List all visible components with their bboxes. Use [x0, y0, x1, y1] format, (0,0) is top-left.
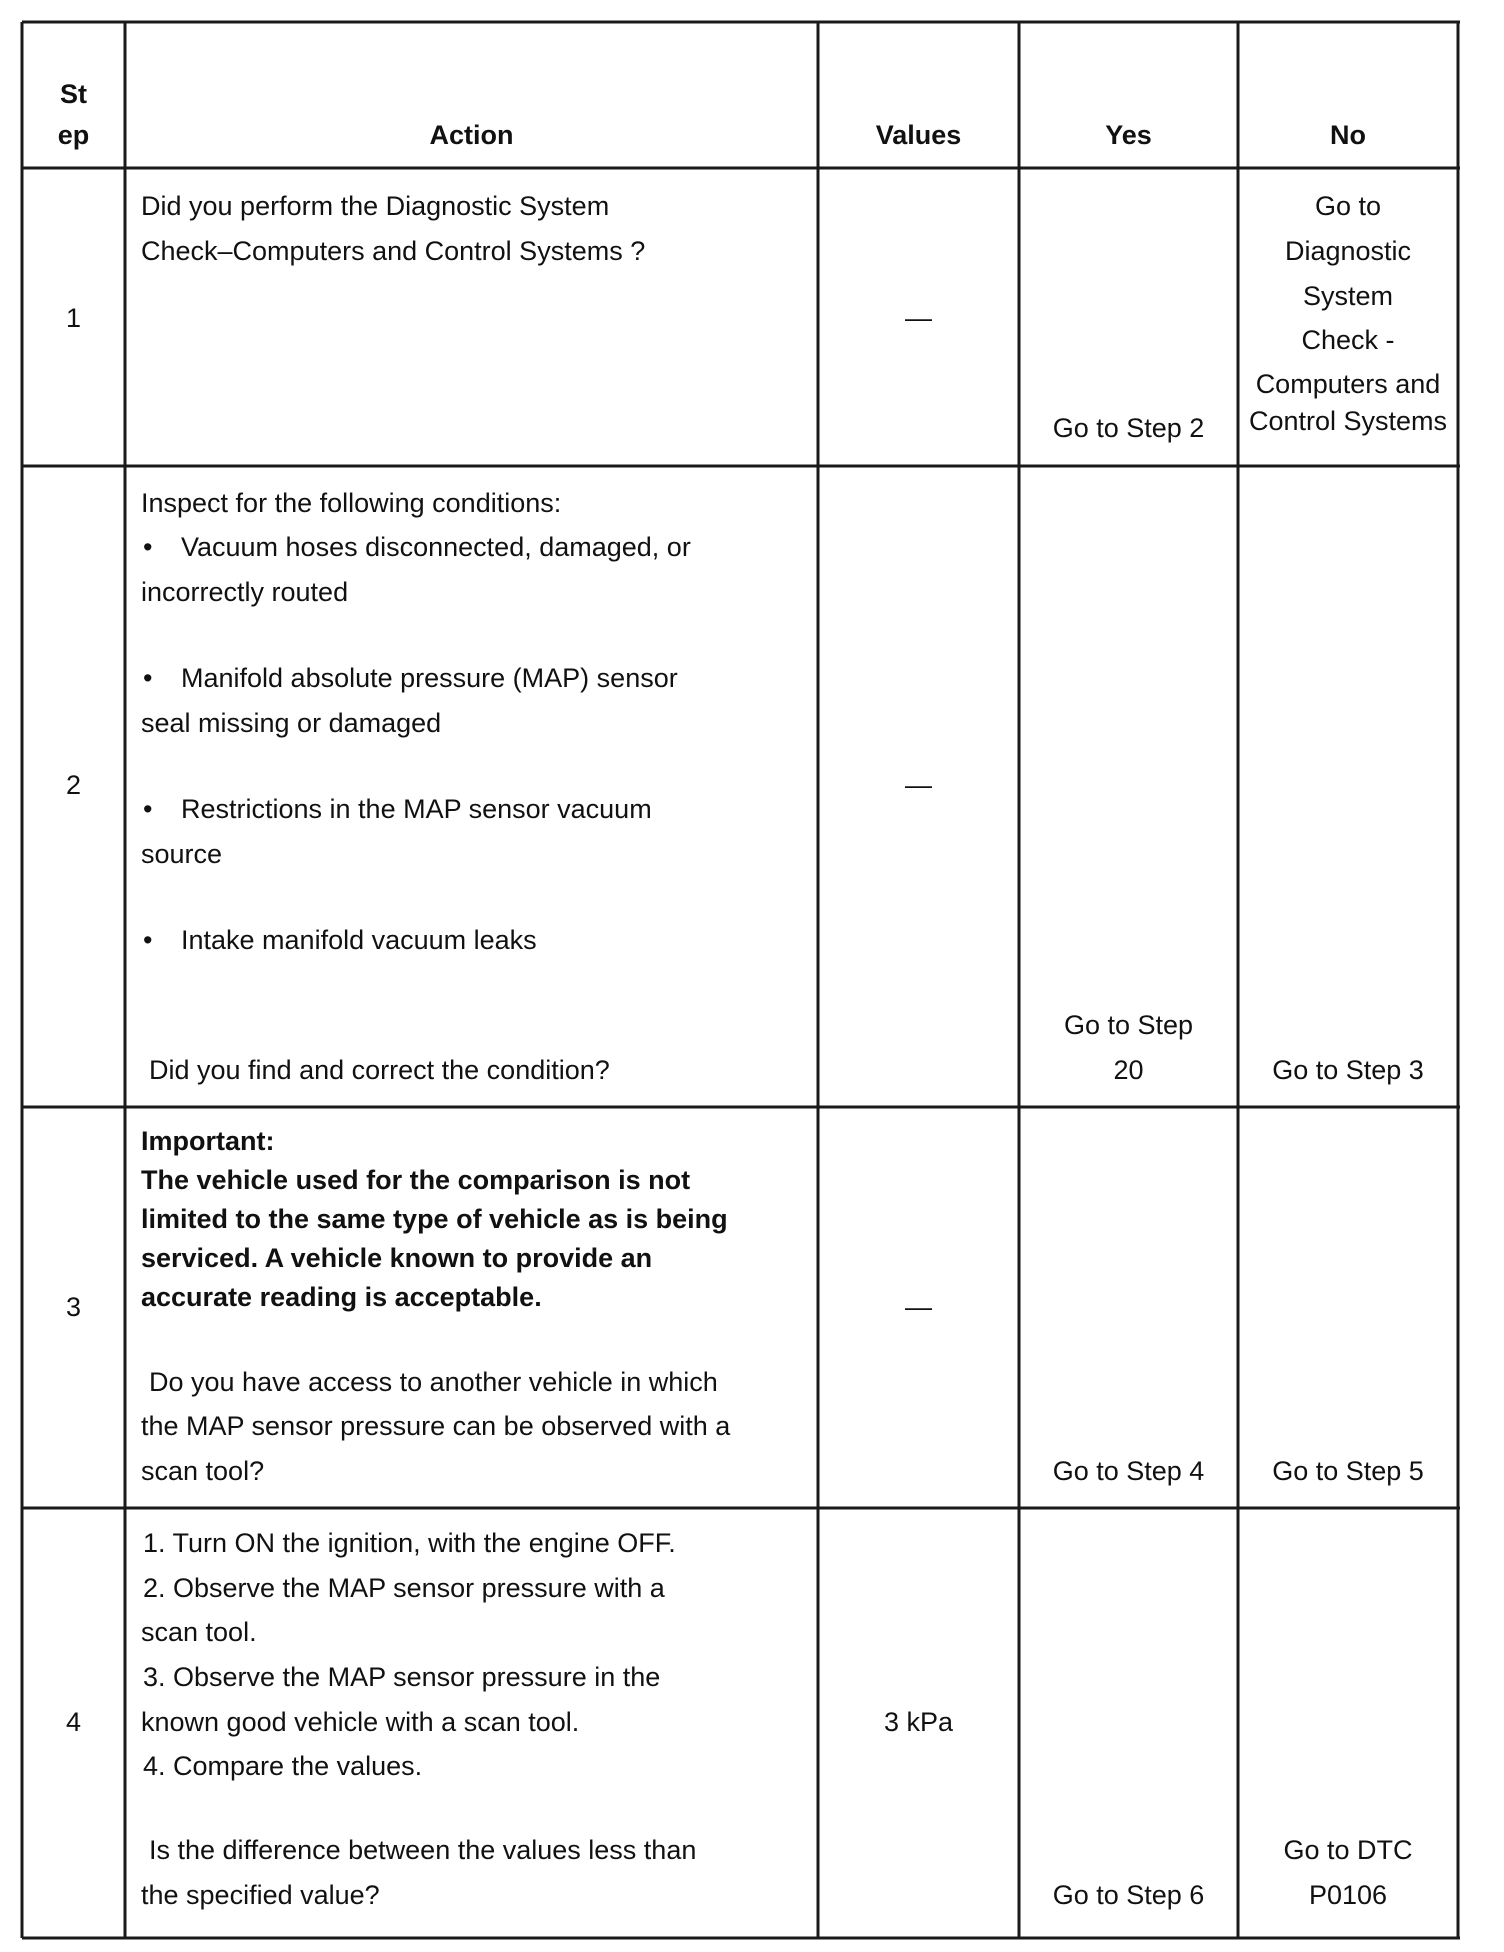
no-text: Go to DTC	[1283, 1835, 1413, 1865]
header-yes: Yes	[1105, 120, 1152, 150]
important-text: The vehicle used for the comparison is not	[141, 1165, 691, 1195]
no-text: Check -	[1301, 325, 1395, 355]
action-question: Do you have access to another vehicle in which	[149, 1367, 718, 1397]
header-values: Values	[875, 120, 962, 150]
step-number: 3	[65, 1292, 82, 1322]
important-text: serviced. A vehicle known to provide an	[141, 1243, 653, 1273]
action-text: Check–Computers and Control Systems ?	[141, 236, 646, 266]
value-cell: 3 kPa	[883, 1707, 954, 1737]
bullet-icon: •	[143, 794, 153, 824]
no-link[interactable]: Go to Step 3	[1272, 1055, 1424, 1085]
action-text: Vacuum hoses disconnected, damaged, or	[181, 532, 691, 562]
bullet-icon: •	[143, 663, 153, 693]
no-link[interactable]: Go to Step 5	[1272, 1456, 1424, 1486]
action-step: 2. Observe the MAP sensor pressure with a	[143, 1573, 665, 1603]
step-number: 2	[65, 770, 82, 800]
action-question: the MAP sensor pressure can be observed with a	[141, 1411, 731, 1441]
header-step-line1: St	[60, 79, 87, 109]
action-text: Inspect for the following conditions:	[141, 488, 562, 518]
yes-text: Go to Step	[1063, 1010, 1194, 1040]
header-action: Action	[429, 120, 514, 150]
action-step: 3. Observe the MAP sensor pressure in the	[143, 1662, 661, 1692]
important-text: accurate reading is acceptable.	[141, 1282, 542, 1312]
bullet-icon: •	[143, 925, 153, 955]
yes-link[interactable]: Go to Step 4	[1052, 1456, 1205, 1486]
important-label: Important:	[141, 1126, 275, 1156]
action-text: Manifold absolute pressure (MAP) sensor	[181, 663, 678, 693]
action-step: scan tool.	[141, 1617, 257, 1647]
no-text: P0106	[1308, 1880, 1388, 1910]
no-text: Computers and	[1255, 369, 1441, 399]
important-text: limited to the same type of vehicle as is being	[141, 1204, 728, 1234]
no-text: Diagnostic	[1284, 236, 1412, 266]
action-step: 1. Turn ON the ignition, with the engine OFF.	[143, 1528, 676, 1558]
action-text: seal missing or damaged	[141, 708, 442, 738]
yes-link[interactable]: Go to Step 6	[1052, 1880, 1205, 1910]
value-cell: —	[905, 1292, 932, 1322]
action-text: Restrictions in the MAP sensor vacuum	[181, 794, 652, 824]
yes-text: 20	[1113, 1055, 1144, 1085]
action-question: Is the difference between the values less than	[149, 1835, 697, 1865]
action-question: scan tool?	[141, 1456, 265, 1486]
header-step-line2: ep	[57, 120, 90, 150]
action-step: known good vehicle with a scan tool.	[141, 1707, 580, 1737]
action-step: 4. Compare the values.	[143, 1751, 423, 1781]
no-text: System	[1302, 281, 1394, 311]
bullet-icon: •	[143, 532, 153, 562]
action-text: Intake manifold vacuum leaks	[181, 925, 537, 955]
action-text: Did you perform the Diagnostic System	[141, 191, 610, 221]
action-text: incorrectly routed	[141, 577, 349, 607]
header-no: No	[1330, 120, 1366, 150]
step-number: 4	[65, 1707, 82, 1737]
action-question: Did you find and correct the condition?	[149, 1055, 610, 1085]
step-number: 1	[65, 303, 82, 333]
yes-link[interactable]: Go to Step 2	[1052, 413, 1205, 443]
no-text: Control Systems	[1248, 406, 1448, 436]
no-text: Go to	[1314, 191, 1382, 221]
action-text: source	[141, 839, 223, 869]
value-cell: —	[905, 303, 932, 333]
action-question: the specified value?	[141, 1880, 380, 1910]
value-cell: —	[905, 770, 932, 800]
